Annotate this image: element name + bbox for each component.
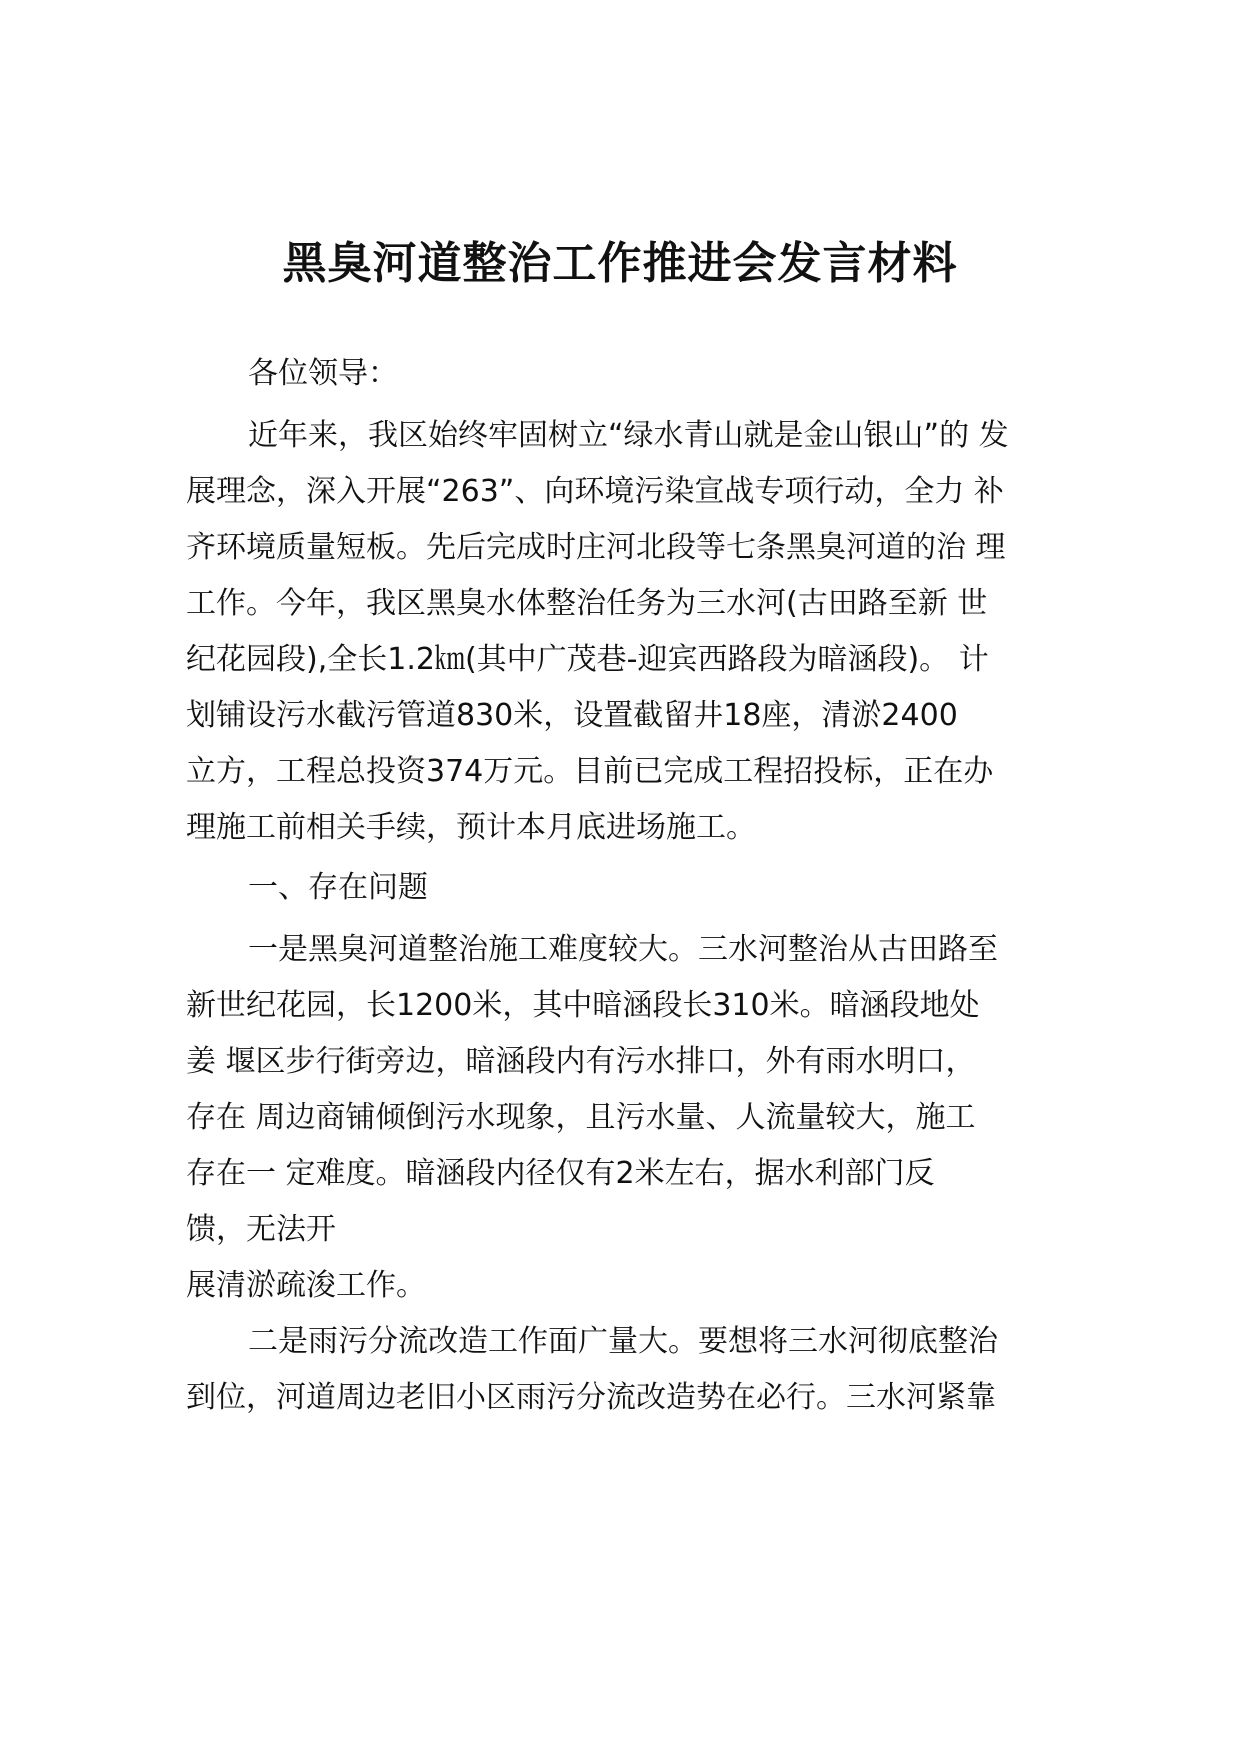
document-title: 黑臭河道整治工作推进会发言材料 [282,238,958,289]
paragraph-line: 划铺设污水截污管道830米，设置截留井18座，清淤2400 [186,698,958,733]
paragraph-line: 新世纪花园，长1200米，其中暗涵段长310米。暗涵段地处 [186,988,980,1023]
paragraph-line: 馈，无法开 [186,1212,336,1247]
paragraph-line: 存在 周边商铺倾倒污水现象，且污水量、人流量较大，施工 [186,1100,976,1135]
paragraph-line: 展理念，深入开展“263”、向环境污染宣战专项行动，全力 补 [186,474,1004,509]
paragraph-line: 立方，工程总投资374万元。目前已完成工程招投标，正在办 [186,754,994,789]
paragraph-line: 展清淤疏浚工作。 [186,1268,426,1303]
paragraph-line: 存在一 定难度。暗涵段内径仅有2米左右，据水利部门反 [186,1156,935,1191]
paragraph-line: 姜 堰区步行街旁边，暗涵段内有污水排口，外有雨水明口， [186,1044,976,1079]
paragraph-line: 纪花园段),全长1.2㎞(其中广茂巷-迎宾西路段为暗涵段)。 计 [186,642,989,677]
section-heading: 一、存在问题 [248,870,428,905]
paragraph-line: 一是黑臭河道整治施工难度较大。三水河整治从古田路至 [248,932,998,967]
paragraph-line: 二是雨污分流改造工作面广量大。要想将三水河彻底整治 [248,1324,998,1359]
paragraph-line: 齐环境质量短板。先后完成时庄河北段等七条黑臭河道的治 理 [186,530,1006,565]
paragraph-line: 理施工前相关手续，预计本月底进场施工。 [186,810,756,845]
paragraph-line: 到位，河道周边老旧小区雨污分流改造势在必行。三水河紧靠 [186,1380,996,1415]
paragraph-line: 近年来，我区始终牢固树立“绿水青山就是金山银山”的 发 [248,418,1009,453]
paragraph-line: 工作。今年，我区黑臭水体整治任务为三水河(古田路至新 世 [186,586,988,621]
salutation: 各位领导： [248,356,398,391]
